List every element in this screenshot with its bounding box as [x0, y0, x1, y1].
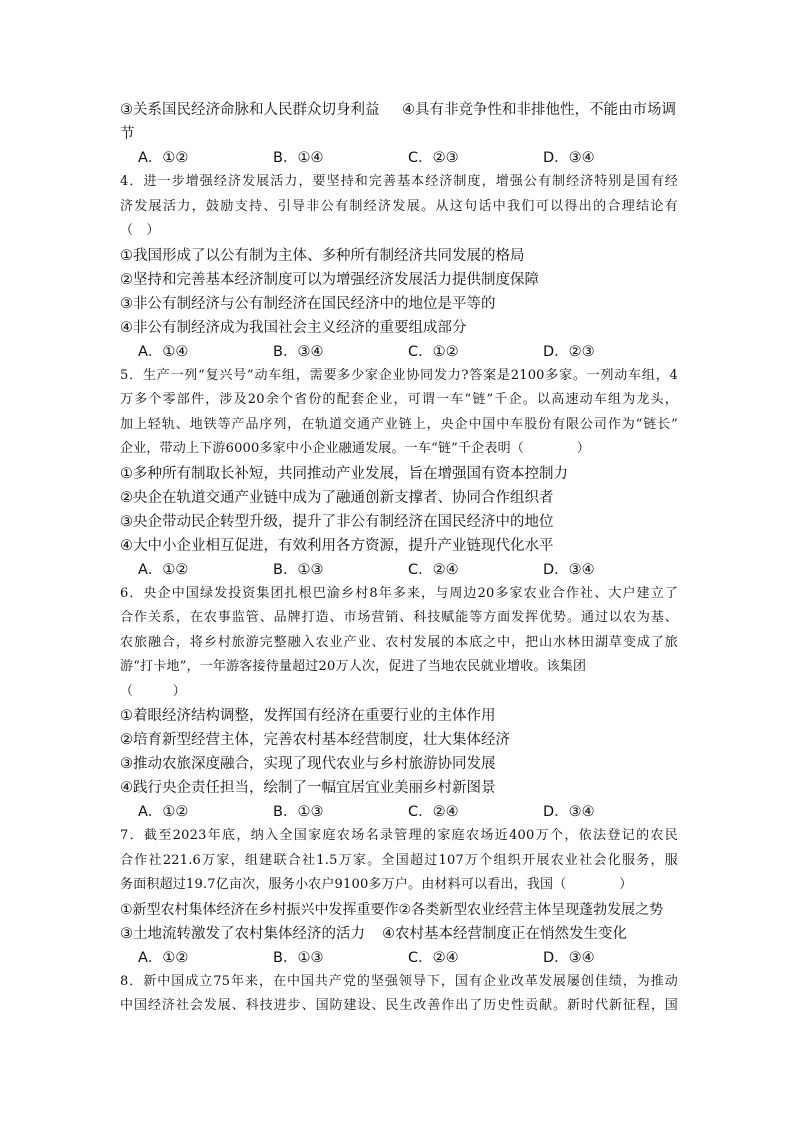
q5-stem-line: 企业，带动上下游6000多家中小企业融通发展。一车“链”千企表明（ ） [120, 441, 590, 456]
q7-stem-line: 7．截至2023年底，纳入全国家庭农场名录管理的家庭农场近400万个，依法登记的农民 [120, 828, 678, 843]
q6-option-c[interactable]: C．②④ [408, 804, 459, 820]
q7-options [120, 946, 678, 970]
q7-stem-line: 务面积超过19.7亿亩次，服务小农户9100多万户。由材料可以看出，我国（ ） [120, 877, 633, 892]
q3-statement-3: ③关系国民经济命脉和人民群众切身利益 [120, 102, 380, 118]
q4-stem-line: 济发展活力，鼓励支持、引导非公有制经济发展。从这句话中我们可以得出的合理结论有 [120, 198, 678, 214]
q5-stem-line: 5．生产一列“复兴号”动车组，需要多少家企业协同发力?答案是2100多家。一列动车组，4 [120, 367, 678, 383]
q5-stem-line: 加上轻轨、地铁等产品序列，在轨道交通产业链上，央企中国中车股份有限公司作为“链长” [120, 416, 678, 432]
q5-stem-line: 万多个零部件，涉及20余个省份的配套企业，可谓一车“链”千企。以高速动车组为龙头， [120, 392, 678, 407]
q6-statement: ③推动农旅深度融合，实现了现代农业与乡村旅游协同发展 [120, 756, 496, 772]
q4-statement: ④非公有制经济成为我国社会主义经济的重要组成部分 [120, 319, 467, 336]
q6-statement: ④践行央企责任担当，绘制了一幅宜居宜业美丽乡村新图景 [120, 780, 496, 796]
q6-statement: ①着眼经济结构调整，发挥国有经济在重要行业的主体作用 [120, 708, 496, 724]
q5-statement: ①多种所有制取长补短，共同推动产业发展，旨在增强国有资本控制力 [120, 465, 568, 482]
q4-stem-line: 4．进一步增强经济发展活力，要坚持和完善基本经济制度，增强公有制经济特别是国有经 [120, 174, 678, 189]
q4-option-a[interactable]: A．①④ [138, 343, 189, 360]
q6-stem-line: 农旅融合，将乡村旅游完整融入农业产业、农村发展的本底之中，把山水林田湖草变成了旅 [120, 634, 678, 650]
q7-option-d[interactable]: D．③④ [543, 949, 595, 966]
q7-stem-line: 合作社221.6万家，组建联合社1.5万家。全国超过107万个组织开展农业社会化服务，服 [120, 852, 678, 868]
q5-option-b[interactable]: B．①③ [273, 561, 324, 578]
q7-option-c[interactable]: C．②④ [408, 949, 459, 966]
q7-statements-row-1: ①新型农村集体经济在乡村振兴中发挥重要作②各类新型农业经营主体呈现蓬勃发展之势 [120, 901, 664, 918]
q6-option-d[interactable]: D．③④ [543, 804, 595, 820]
q6-option-a[interactable]: A．①② [138, 804, 189, 820]
q3-statement-4: ④具有非竞争性和非排他性，不能由市场调 [402, 102, 676, 118]
q3-statement-4-cont: 节 [120, 126, 135, 142]
q6-options [120, 800, 678, 824]
q5-statement: ②央企在轨道交通产业链中成为了融通创新支撑者、协同合作组织者 [120, 489, 554, 506]
q5-option-c[interactable]: C．②④ [408, 561, 459, 578]
question-content [120, 98, 678, 1019]
q8-stem-line: 8．新中国成立75年来，在中国共产党的坚强领导下，国有企业改革发展屡创佳绩，为推动 [120, 973, 678, 989]
q5-options [120, 558, 678, 582]
q5-option-a[interactable]: A．①② [138, 561, 189, 578]
q6-stem-line: 游“打卡地”，一年游客接待量超过20万人次，促进了当地农民就业增收。该集团 [120, 659, 587, 674]
q6-answer-blank: （ ） [120, 683, 187, 699]
q6-option-b[interactable]: B．①③ [273, 804, 324, 820]
q7-option-b[interactable]: B．①③ [273, 949, 324, 966]
q4-statement: ①我国形成了以公有制为主体、多种所有制经济共同发展的格局 [120, 247, 525, 264]
q7-statements-row-2 [120, 922, 678, 946]
q7-option-a[interactable]: A．①② [138, 949, 189, 966]
q4-statement: ③非公有制经济与公有制经济在国民经济中的地位是平等的 [120, 295, 496, 312]
q7-statement-3: ③土地流转激发了农村集体经济的活力 [120, 925, 365, 942]
q3-option-a[interactable]: A．①② [138, 150, 189, 166]
q3-options [120, 146, 678, 170]
q4-statement: ②坚持和完善基本经济制度可以为增强经济发展活力提供制度保障 [120, 271, 539, 288]
q7-statement-4: ④农村基本经营制度正在悄然发生变化 [382, 925, 627, 942]
q4-option-b[interactable]: B．③④ [273, 343, 324, 360]
q6-statement: ②培育新型经营主体，完善农村基本经营制度，壮大集体经济 [120, 732, 510, 748]
q3-statements-row [120, 98, 678, 122]
q6-stem-line: 6．央企中国绿发投资集团扎根巴渝乡村8年多来，与周边20多家农业合作社、大户建立了 [120, 585, 678, 601]
q4-option-c[interactable]: C．①② [408, 343, 459, 360]
q3-option-c[interactable]: C．②③ [408, 150, 459, 166]
q5-statement: ③央企带动民企转型升级，提升了非公有制经济在国民经济中的地位 [120, 513, 554, 530]
q4-option-d[interactable]: D．②③ [543, 343, 595, 360]
q8-stem-line: 中国经济社会发展、科技进步、国防建设、民生改善作出了历史性贡献。新时代新征程，国 [120, 998, 678, 1013]
q6-stem-line: 合作关系，在农事监管、品牌打造、市场营销、科技赋能等方面发挥优势。通过以农为基、 [120, 610, 678, 625]
q5-statement: ④大中小企业相互促进，有效利用各方资源，提升产业链现代化水平 [120, 537, 554, 554]
q4-options [120, 340, 678, 364]
q3-option-d[interactable]: D．③④ [543, 150, 595, 166]
q3-option-b[interactable]: B．①④ [273, 150, 324, 166]
q5-option-d[interactable]: D．③④ [543, 561, 595, 578]
q4-answer-blank: （ ） [120, 223, 160, 238]
